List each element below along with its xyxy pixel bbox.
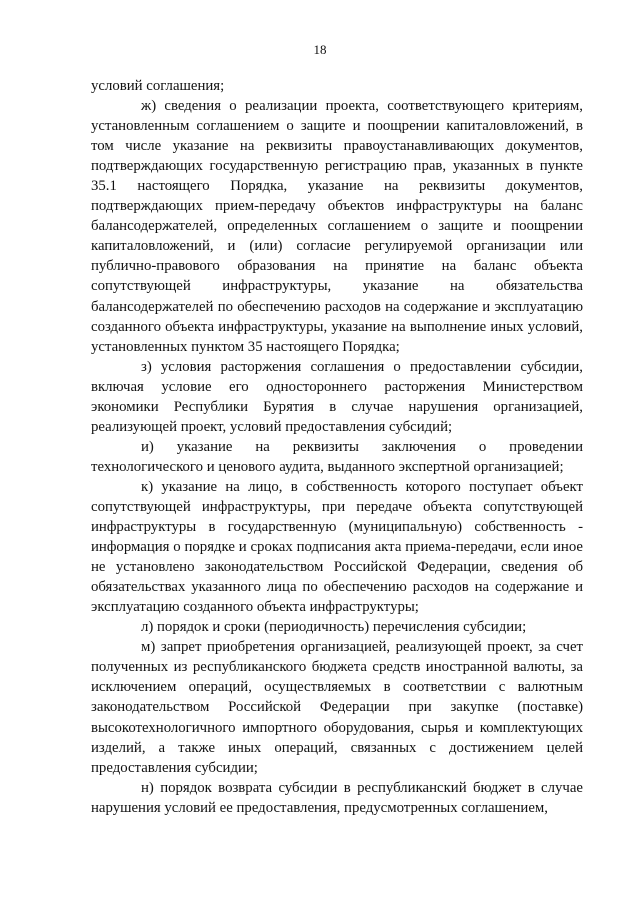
paragraph-item-m: м) запрет приобретения организацией, реализующей проект, за счет полученных из республиканского бюджета средств иностранной валюты, за исключением операций, осуществляемых в соответствии с валютным законодательством Российской Федерации при закупке (поставке) высокотехнологичного импортного оборудования, сырья и комплектующих изделий, а также иных операций, связанных с достижением целей предоставления субсидии; <box>91 639 583 776</box>
paragraph-item-i: и) указание на реквизиты заключения о проведении технологического и ценового аудита, выданного экспертной организацией; <box>91 438 583 475</box>
paragraph-item-z: з) условия расторжения соглашения о предоставлении субсидии, включая условие его одностороннего расторжения Министерством экономики Республики Бурятия в случае нарушения организацией, реализующей проект, условий предоставления субсидий; <box>91 358 583 435</box>
paragraph-item-k: к) указание на лицо, в собственность которого поступает объект сопутствующей инфраструктуры, при передаче объекта сопутствующей инфраструктуры в государственную (муниципальную) собственность - информация о порядке и сроках подписания акта приема-передачи, если иное не установлено законодательством Российской Федерации, сведения об обязательствах указанного лица по обеспечению расходов на содержание и эксплуатацию созданного объекта инфраструктуры; <box>91 478 583 616</box>
paragraph-item-zh: ж) сведения о реализации проекта, соответствующего критериям, установленным соглашением о защите и поощрении капиталовложений, в том числе указание на реквизиты правоустанавливающих документов, подтверждающих государственную регистрацию прав, указанных в пункте 35.1 настоящего Порядка, указание на реквизиты документов, подтверждающих прием-передачу объектов инфраструктуры на баланс балансодержателей, определенных соглашением о защите и поощрении капиталовложений, и (или) согласие регулируемой организации или публично-правового образования на принятие на баланс объекта сопутствующей инфраструктуры, указание на обязательства балансодержателей по обеспечению расходов на содержание и эксплуатацию созданного объекта инфраструктуры, указание на выполнение иных условий, установленных пунктом 35 настоящего Порядка; <box>91 98 583 355</box>
document-body <box>91 76 583 818</box>
paragraph-item-n: н) порядок возврата субсидии в республиканский бюджет в случае нарушения условий ее предоставления, предусмотренных соглашением, <box>91 779 583 816</box>
paragraph-continuation: условий соглашения; <box>91 78 225 94</box>
page-number: 18 <box>313 42 327 57</box>
paragraph-item-l: л) порядок и сроки (периодичность) перечисления субсидии; <box>141 619 527 636</box>
